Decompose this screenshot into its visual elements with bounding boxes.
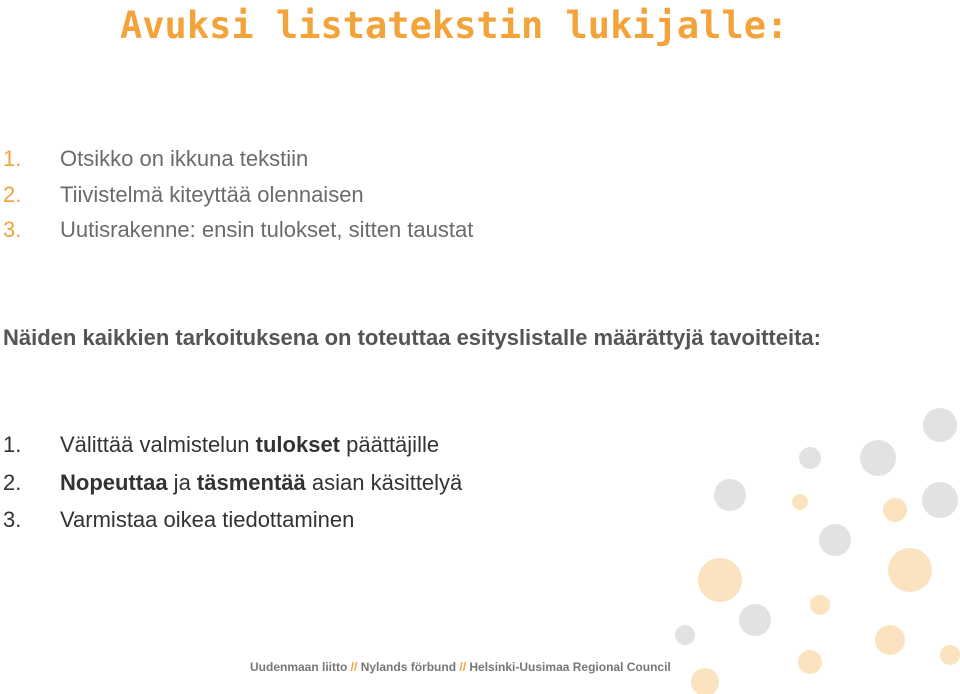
decor-dot <box>698 558 742 602</box>
list-item <box>3 426 462 464</box>
decor-dot <box>675 625 695 645</box>
list-number: 1. <box>3 146 22 171</box>
intro-paragraph: Näiden kaikkien tarkoituksena on toteuttaa esityslistalle määrättyjä tavoitteita: <box>3 325 821 350</box>
list-item <box>3 141 473 177</box>
list-number: 1. <box>3 432 22 457</box>
decor-dot <box>714 479 746 511</box>
decor-dot <box>888 548 932 592</box>
decor-dot <box>810 595 830 615</box>
list-item <box>3 177 473 213</box>
list-item-text: Uutisrakenne: ensin tulokset, sitten taustat <box>60 217 474 242</box>
decor-dot <box>819 524 851 556</box>
decor-dot <box>739 604 771 636</box>
list-item <box>3 212 473 248</box>
decor-dot <box>940 645 960 665</box>
footer-separator: // <box>456 660 470 674</box>
item-text-bold: tulokset <box>255 432 341 457</box>
decor-dot <box>883 498 907 522</box>
footer-org-sv: Nylands förbund <box>360 660 457 674</box>
item-text-part: ja <box>167 469 197 495</box>
list-item-text: Otsikko on ikkuna tekstiin <box>60 146 309 171</box>
list-number: 3. <box>3 217 22 242</box>
list-number: 2. <box>3 181 22 207</box>
reading-aid-list <box>3 141 473 248</box>
decor-dot <box>923 408 957 442</box>
slide-title: Avuksi listatekstin lukijalle: <box>120 4 789 47</box>
item-text-bold: täsmentää <box>196 469 306 495</box>
footer <box>250 660 671 674</box>
decor-dot <box>922 482 958 518</box>
item-text-part: Välittää valmistelun <box>60 432 256 457</box>
footer-org-fi: Uudenmaan liitto <box>250 660 348 674</box>
decor-dot <box>798 650 822 674</box>
decor-dot <box>691 668 719 694</box>
item-text-bold: Nopeuttaa <box>60 469 168 495</box>
list-item <box>3 464 462 502</box>
list-item-text: Tiivistelmä kiteyttää olennaisen <box>60 181 364 207</box>
item-text-part: päättäjille <box>340 432 440 457</box>
list-item <box>3 501 462 539</box>
footer-separator: // <box>347 660 361 674</box>
decor-dot <box>799 447 821 469</box>
decor-dot <box>860 440 896 476</box>
item-text-part: Varmistaa oikea tiedottaminen <box>60 507 355 532</box>
decor-dot <box>792 494 808 510</box>
item-text-part: asian käsittelyä <box>305 469 463 495</box>
footer-org-en: Helsinki-Uusimaa Regional Council <box>469 660 671 674</box>
goals-list <box>3 426 462 539</box>
list-number: 3. <box>3 507 22 532</box>
decorative-dots <box>660 400 960 694</box>
list-number: 2. <box>3 469 22 495</box>
decor-dot <box>875 625 905 655</box>
